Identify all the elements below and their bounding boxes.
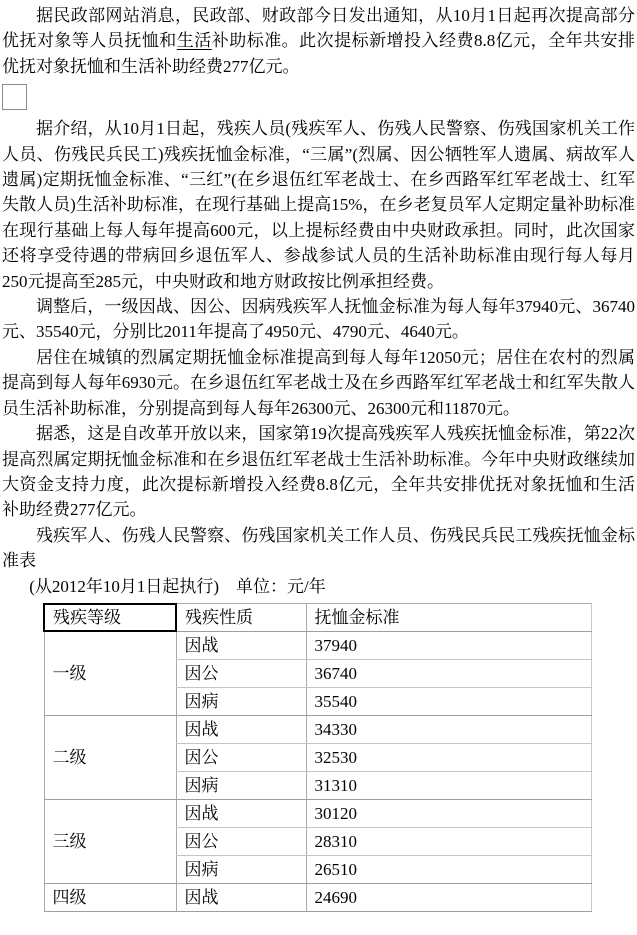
table-header-cell: 残疾性质	[176, 604, 306, 631]
empty-anchor-box	[2, 84, 27, 110]
text-run: 残疾军人、伤残人民警察、伤残国家机关工作人员、伤残民兵民工残疾抚恤金标准表	[2, 525, 635, 571]
disability-nature-cell: 因公	[176, 743, 306, 771]
pension-standards-table	[43, 603, 592, 912]
disability-nature-cell: 因战	[176, 799, 306, 827]
pension-amount-cell: 34330	[306, 715, 591, 743]
table-header-cell: 残疾等级	[44, 604, 176, 631]
pension-amount-cell: 30120	[306, 799, 591, 827]
disability-nature-cell: 因公	[176, 827, 306, 855]
disability-nature-cell: 因病	[176, 771, 306, 799]
disability-level-cell: 四级	[44, 883, 176, 911]
text-run: 居住在城镇的烈属定期抚恤金标准提高到每人每年12050元；居住在农村的烈属提高到每人每年6930元。在乡退伍红军老战士及在乡西路军红军老战士和红军失散人员生活补助标准，分别提高到每人每年26300元、26300元和11870元。	[2, 347, 635, 418]
pension-amount-cell: 32530	[306, 743, 591, 771]
residence-standards-paragraph	[2, 345, 635, 421]
disability-level-cell: 一级	[44, 631, 176, 715]
text-run: 补助标准。此次提标新增投入经费8.8亿元，全年共安排优抚对象抚恤和生活补助经费277亿元。	[2, 31, 636, 76]
table-row	[44, 715, 591, 743]
disability-level-cell: 三级	[44, 799, 176, 883]
disability-nature-cell: 因病	[176, 687, 306, 715]
history-paragraph	[2, 421, 635, 523]
table-header-row	[44, 604, 591, 631]
text-run: 据民政部网站消息，民政部、财政部今日发出通知，从10月1日起再次提高部分优抚对象等人员抚恤和	[2, 6, 635, 51]
intro-paragraph	[2, 3, 635, 79]
table-row	[44, 631, 591, 659]
pension-amount-cell: 36740	[306, 659, 591, 687]
table-row	[44, 799, 591, 827]
pension-amount-cell: 31310	[306, 771, 591, 799]
disability-nature-cell: 因公	[176, 659, 306, 687]
pension-amount-cell: 37940	[306, 631, 591, 659]
underlined-text: 生活	[176, 31, 212, 51]
table-note-paragraph	[2, 574, 635, 599]
details-paragraph	[2, 116, 635, 294]
article-flow	[2, 3, 635, 599]
text-run: 据悉，这是自改革开放以来，国家第19次提高残疾军人残疾抚恤金标准，第22次提高烈属定期抚恤金标准和在乡退伍红军老战士生活补助标准。今年中央财政继续加大资金支持力度，此次提标新增投入经费8.8亿元，全年共安排优抚对象抚恤和生活补助经费277亿元。	[2, 424, 635, 520]
disability-nature-cell: 因战	[176, 715, 306, 743]
text-run: (从2012年10月1日起执行) 单位：元/年	[29, 576, 326, 596]
text-run: 调整后，一级因战、因公、因病残疾军人抚恤金标准为每人每年37940元、36740元、35540元，分别比2011年提高了4950元、4790元、4640元。	[2, 297, 635, 342]
pension-amount-cell: 26510	[306, 855, 591, 883]
table-caption-paragraph	[2, 523, 635, 574]
adjusted-standards-paragraph	[2, 294, 635, 345]
table-header-cell: 抚恤金标准	[306, 604, 591, 631]
disability-nature-cell: 因战	[176, 631, 306, 659]
disability-level-cell: 二级	[44, 715, 176, 799]
pension-amount-cell: 28310	[306, 827, 591, 855]
text-run: 据介绍，从10月1日起，残疾人员(残疾军人、伤残人民警察、伤残国家机关工作人员、伤残民兵民工)残疾抚恤金标准，“三属”(烈属、因公牺牲军人遗属、病故军人遗属)定期抚恤金标准、“三红”(在乡退伍红军老战士、在乡西路军红军老战士、红军失散人员)生活补助标准，在现行基础上提高15%，在乡老复员军人定期定量补助标准在现行基础上每人每年提高600元，以上提标经费由中央财政承担。同时，此次国家还将享受待遇的带病回乡退伍军人、参战参试人员的生活补助标准由现行每人每月250元提高至285元，中央财政和地方财政按比例承担经费。	[2, 119, 635, 291]
pension-amount-cell: 24690	[306, 883, 591, 911]
disability-nature-cell: 因战	[176, 883, 306, 911]
disability-nature-cell: 因病	[176, 855, 306, 883]
pension-amount-cell: 35540	[306, 687, 591, 715]
table-row	[44, 883, 591, 911]
